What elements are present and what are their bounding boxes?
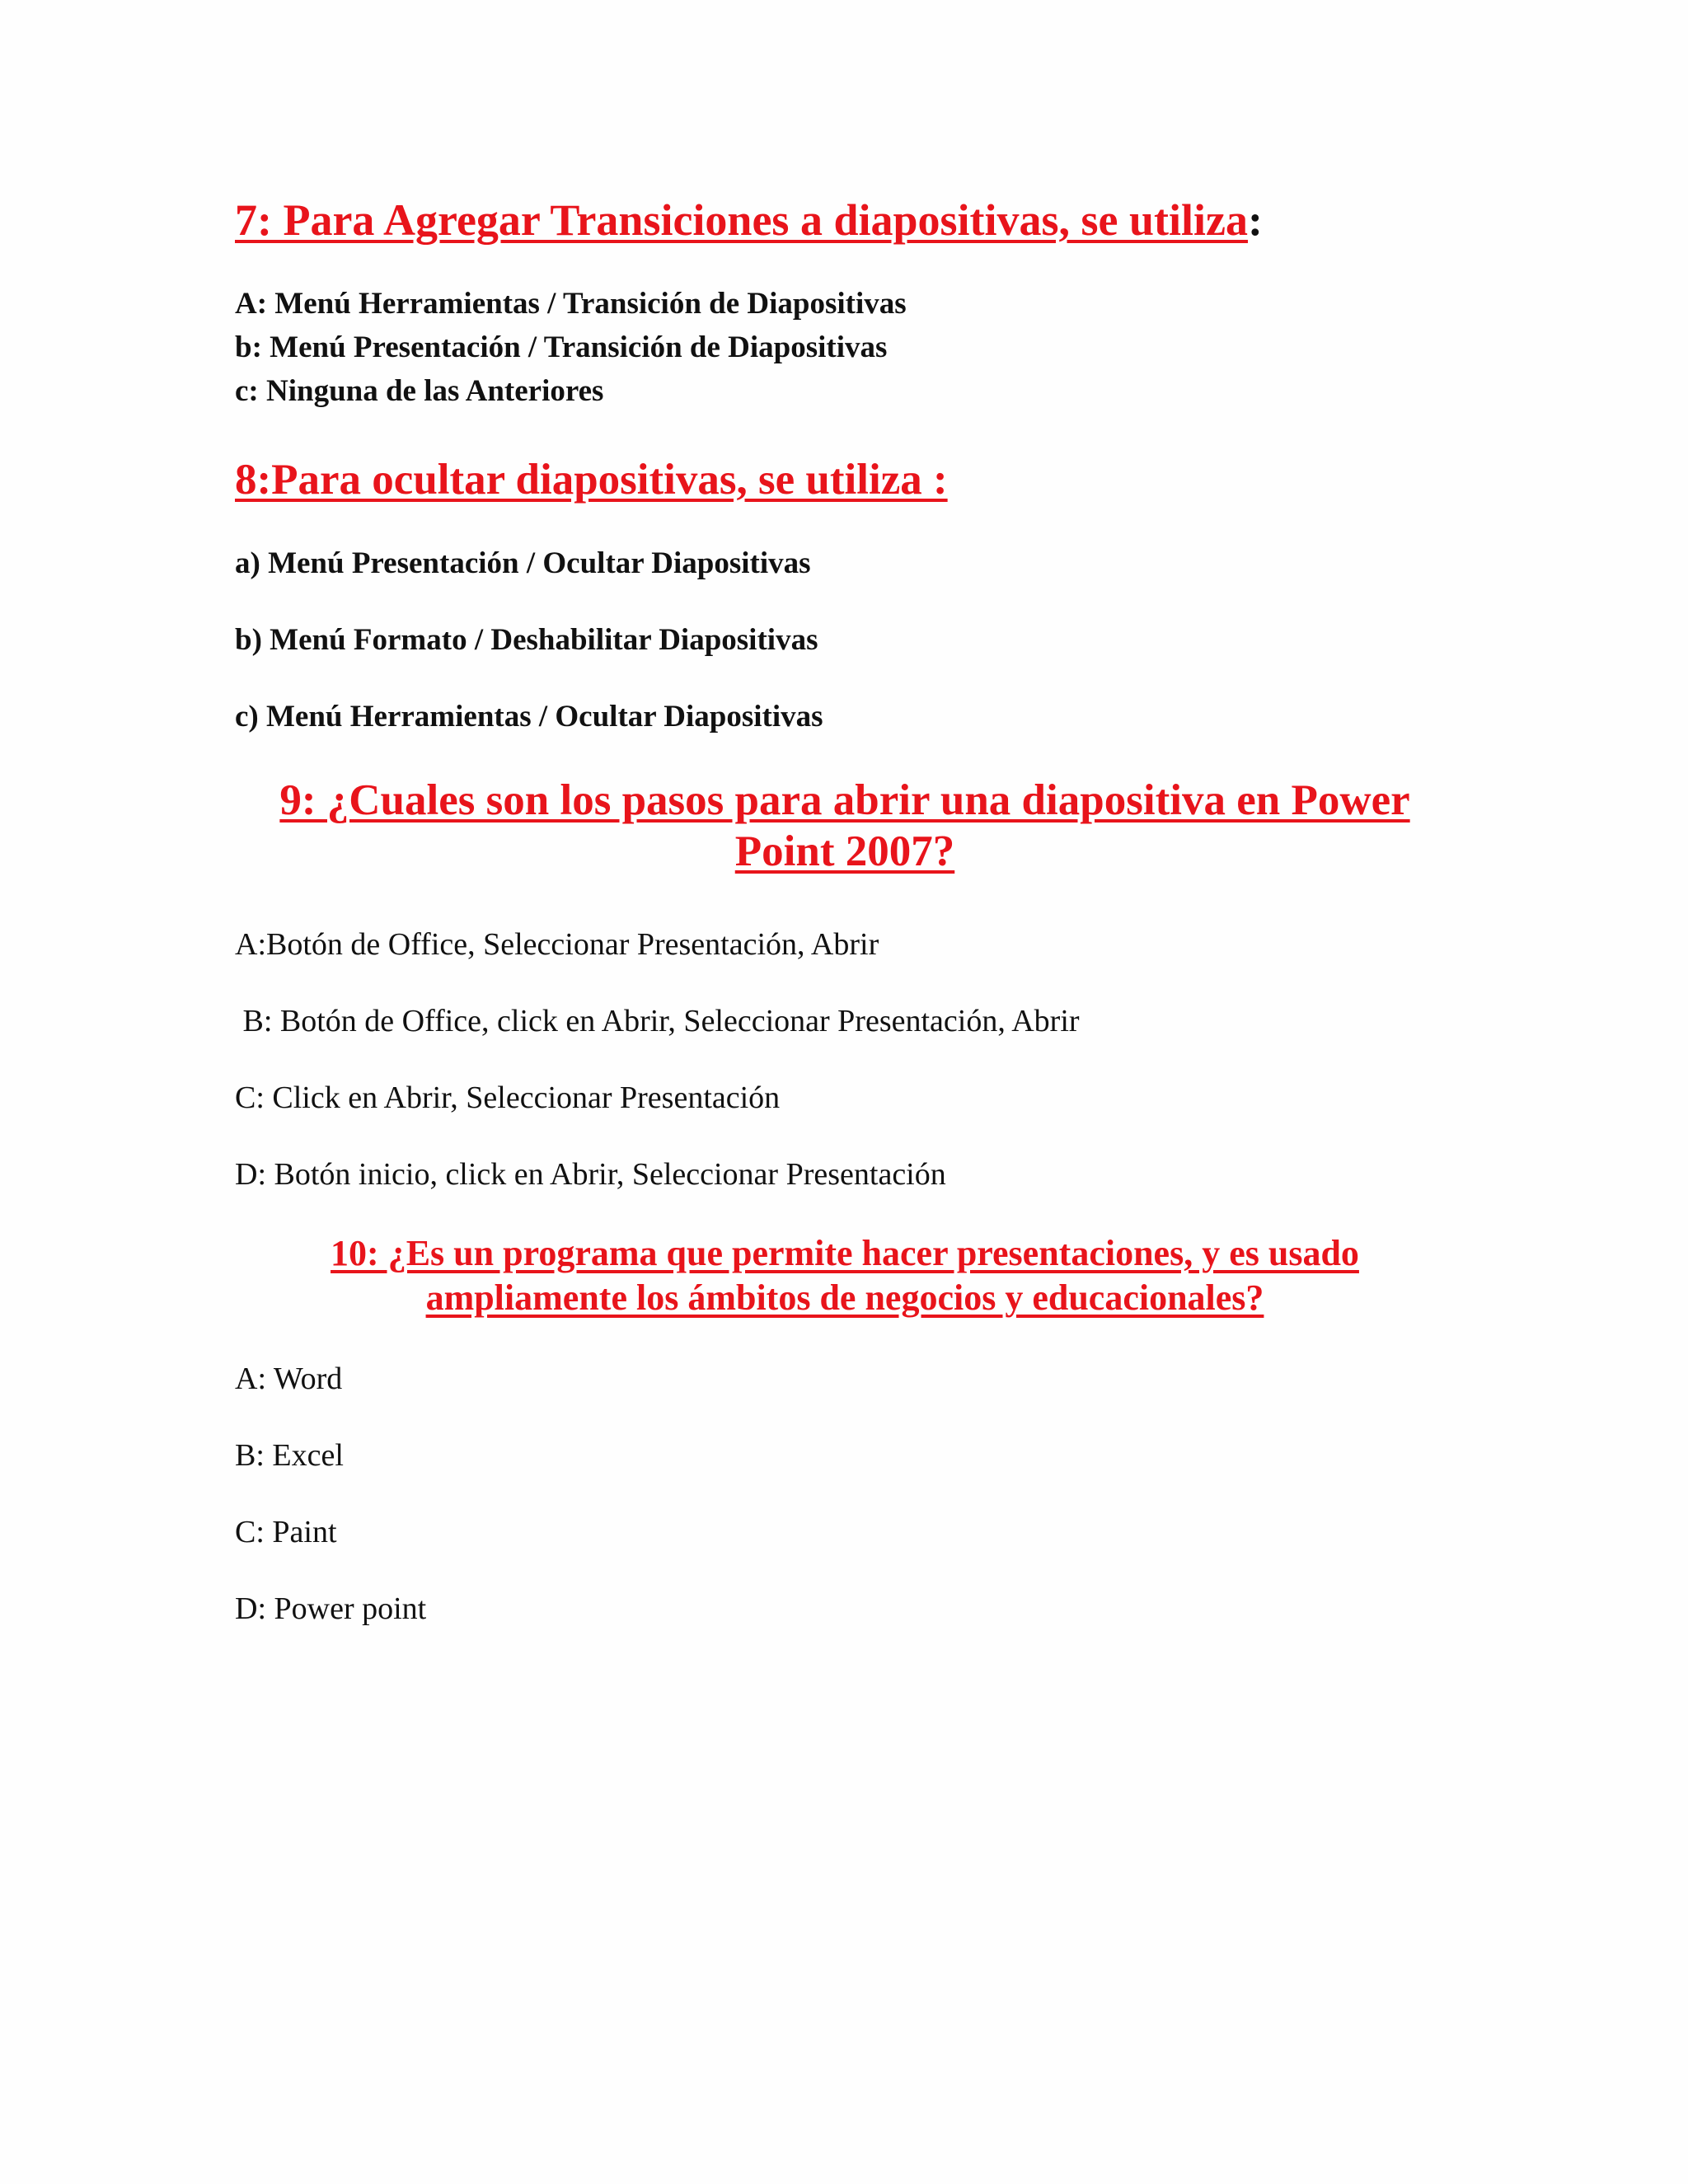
question-9-title-line-2: Point 2007? [734, 827, 955, 875]
question-9-option-b: B: Botón de Office, click en Abrir, Seleccionar Presentación, Abrir [235, 1004, 1080, 1038]
question-10-option-c: C: Paint [235, 1515, 337, 1549]
question-10-title-line-2: ampliamente los ámbitos de negocios y educacionales? [425, 1277, 1264, 1318]
question-10-option-a: A: Word [235, 1361, 343, 1396]
question-10-title [235, 1231, 1455, 1320]
question-8-option-a: a) Menú Presentación / Ocultar Diapositivas [235, 546, 811, 580]
question-10-option-b: B: Excel [235, 1438, 344, 1473]
question-7-title-colon: : [1248, 195, 1263, 245]
question-9-option-d: D: Botón inicio, click en Abrir, Seleccionar Presentación [235, 1157, 946, 1192]
question-7-option-c: c: Ninguna de las Anteriores [235, 374, 604, 408]
question-9-title-line-1: 9: ¿Cuales son los pasos para abrir una diapositiva en Power [279, 776, 1410, 824]
question-9-option-a: A:Botón de Office, Seleccionar Presentación, Abrir [235, 927, 879, 962]
question-8-option-c: c) Menú Herramientas / Ocultar Diapositivas [235, 700, 823, 733]
question-9-option-c: C: Click en Abrir, Seleccionar Presentación [235, 1080, 781, 1115]
question-7-title [235, 194, 1263, 246]
question-10-option-d: D: Power point [235, 1591, 427, 1626]
question-7-title-text: 7: Para Agregar Transiciones a diapositivas, se utiliza [235, 195, 1249, 245]
question-8-option-b: b) Menú Formato / Deshabilitar Diapositivas [235, 623, 818, 657]
question-10-title-line-1: 10: ¿Es un programa que permite hacer presentaciones, y es usado [331, 1233, 1359, 1273]
question-9-title [235, 775, 1455, 877]
question-7-option-b: b: Menú Presentación / Transición de Diapositivas [235, 330, 888, 364]
question-8-title: 8:Para ocultar diapositivas, se utiliza : [235, 456, 948, 504]
question-7-option-a: A: Menú Herramientas / Transición de Diapositivas [235, 287, 907, 321]
